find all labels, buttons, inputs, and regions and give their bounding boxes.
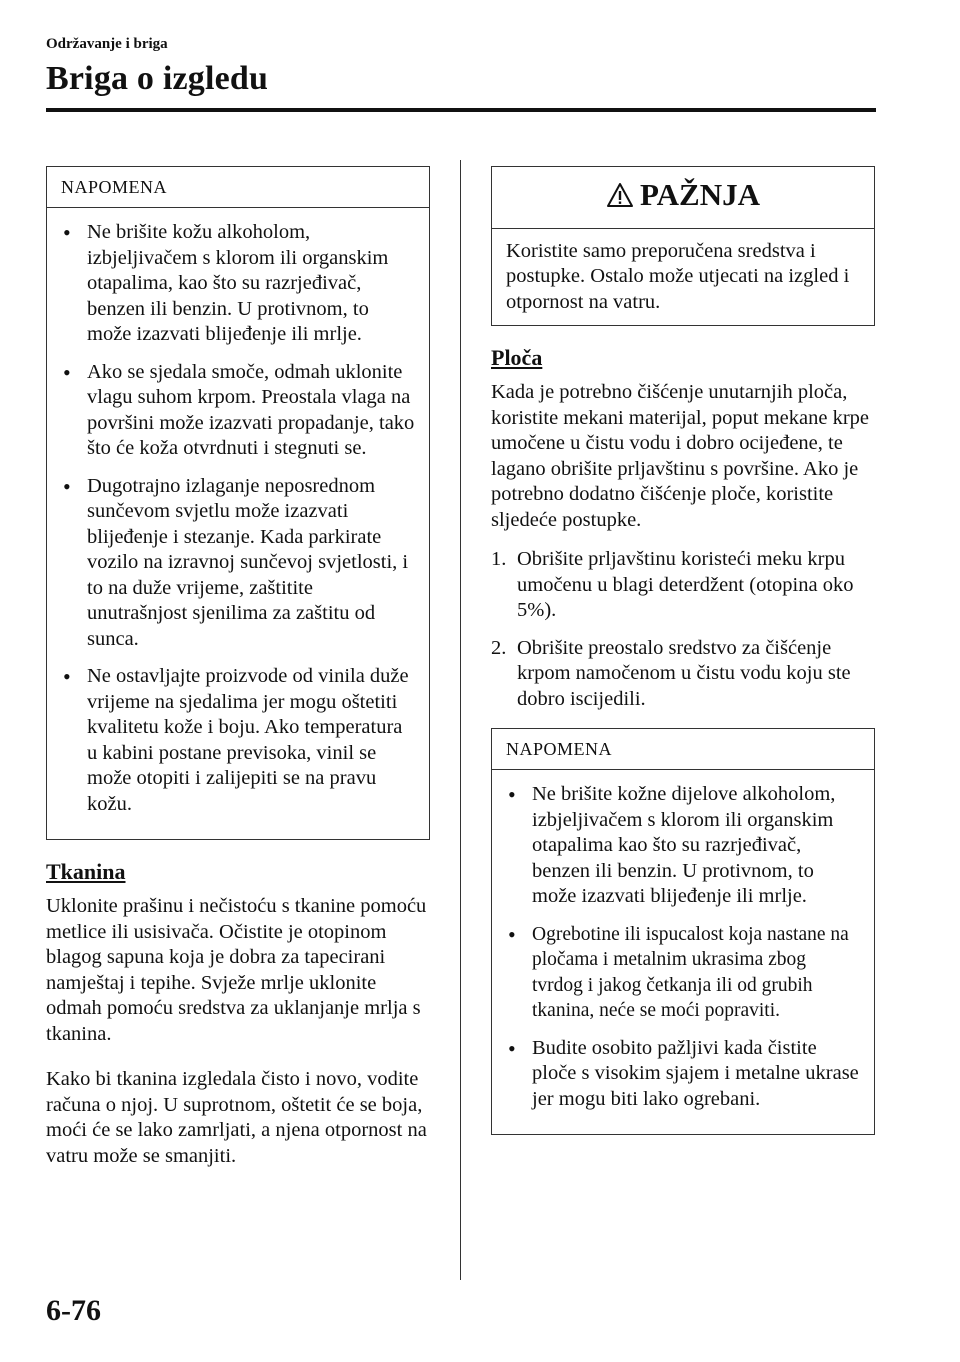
step-number: 2.: [491, 636, 507, 659]
note-item: • Ne brišite kožne dijelove alkoholom, izbjeljivačem s klorom ili organskim otapalima kao što su razrjeđivač, benzen ili benzin. U protivnom, to može izazvati blijeđenje ili mrlje.: [506, 782, 860, 910]
section-label: Održavanje i briga: [46, 36, 168, 52]
note-item: • Ogrebotine ili ispucalost koja nastane na pločama i metalnim ukrasima zbog tvrdog i jakog četkanja ili od grubih tkanina, neće se moći popraviti.: [506, 922, 860, 1024]
caution-heading: PAŽNJA: [640, 177, 760, 212]
caution-header: [492, 167, 874, 229]
step-text: Obrišite preostalo sredstvo za čišćenje krpom namočenom u čistu vodu koju ste dobro iscijedili.: [517, 636, 851, 710]
caution-box: [491, 166, 875, 326]
step-item: [491, 636, 875, 713]
step-number: 1.: [491, 548, 507, 571]
fabric-paragraph-2: Kako bi tkanina izgledala čisto i novo, vodite računa o njoj. U suprotnom, oštetit će se boja, moći će se lako zamrljati, a njena otpornost na vatru može se smanjiti.: [46, 1068, 427, 1167]
title-rule: [46, 108, 876, 112]
note-box-leather: [46, 166, 430, 840]
panel-intro: Kada je potrebno čišćenje unutarnjih ploča, koristite mekani materijal, poput mekane krpe umočene u čistu vodu i dobro ocijeđene, te lagano obrišite prljavštinu s površine. Ako je potrebno dodatno čišćenje ploče, koristite sljedeće postupke.: [491, 381, 869, 531]
note-box-panel: [491, 728, 875, 1135]
note-list: [506, 782, 860, 1112]
step-item: [491, 547, 875, 624]
note-item: • Budite osobito pažljivi kada čistite ploče s visokim sjajem i metalne ukrase jer mogu biti lako ogrebani.: [506, 1036, 860, 1113]
right-column: [491, 166, 875, 1135]
panel-heading: Ploča: [491, 345, 543, 371]
left-column: [46, 166, 430, 1189]
note-heading: NAPOMENA: [47, 167, 429, 208]
page-title: Briga o izgledu: [46, 60, 269, 97]
note-list: [61, 220, 415, 817]
note-body: [47, 208, 429, 839]
caution-text: Koristite samo preporučena sredstva i postupke. Ostalo može utjecati na izgled i otpornost na vatru.: [506, 239, 850, 313]
warning-triangle-icon: [606, 178, 634, 218]
fabric-paragraph-1: Uklonite prašinu i nečistoću s tkanine pomoću metlice ili usisivača. Očistite je otopinom blagog sapuna koja je dobra za tapecirani namještaj i tepihe. Svježe mrlje uklonite odmah pomoću sredstva za uklanjanje mrlja s tkanina.: [46, 895, 427, 1045]
panel-steps: [491, 547, 875, 712]
note-item: • Dugotrajno izlaganje neposrednom sunčevom svjetlu može izazvati blijeđenje i stezanje. Kada parkirate vozilo na izravnoj sunčevoj svjetlosti, i to na duže vrijeme, zaštitite unutrašnjost sjenilima za zaštitu od sunca.: [61, 474, 415, 653]
note-body: [492, 770, 874, 1134]
fabric-heading: Tkanina: [46, 859, 126, 884]
note-item: • Ne ostavljajte proizvode od vinila duže vrijeme na sjedalima jer mogu oštetiti kvalitetu kože i boju. Ako temperatura u kabini postane previsoka, vinil se može otopiti i zalijepiti se na pravu kožu.: [61, 664, 415, 817]
note-heading: NAPOMENA: [492, 729, 874, 770]
step-text: Obrišite prljavštinu koristeći meku krpu umočenu u blagi deterdžent (otopina oko 5%).: [517, 548, 854, 622]
note-item: • Ne brišite kožu alkoholom, izbjeljivačem s klorom ili organskim otapalima, kao što su razrjeđivač, benzen ili benzin. U protivnom, to može izazvati blijeđenje ili mrlje.: [61, 220, 415, 348]
note-item: • Ako se sjedala smoče, odmah uklonite vlagu suhom krpom. Preostala vlaga na površini može izazvati propadanje, tako što će koža otvrdnuti i stegnuti se.: [61, 360, 415, 462]
column-divider: [460, 160, 461, 1280]
page-number: 6-76: [46, 1294, 101, 1327]
